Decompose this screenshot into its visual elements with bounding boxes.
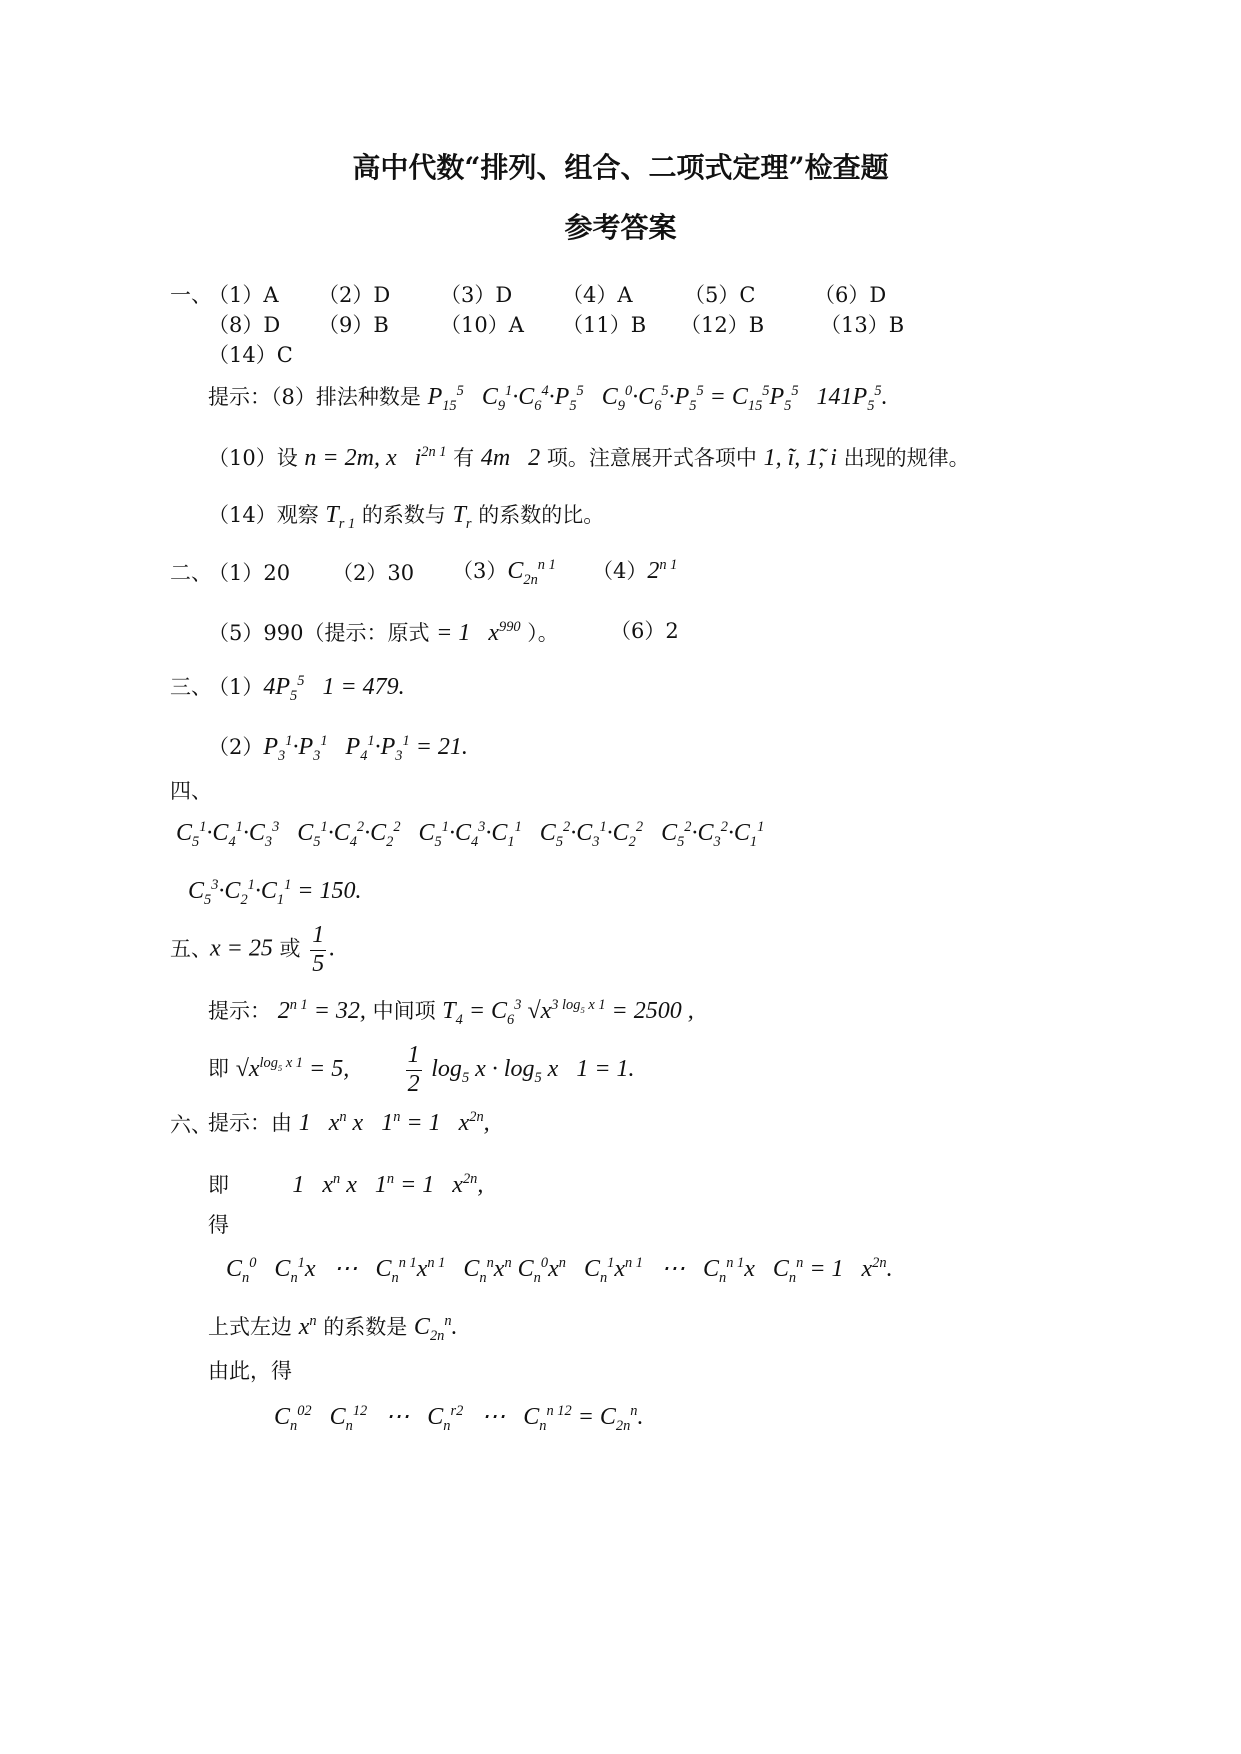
answer-number: （1） <box>208 675 264 699</box>
answer-number: （3） <box>452 559 508 583</box>
formula: $C_5^1\cdot C_4^1\cdot C_3^3$ $C_5^1\cdot C_4^2\cdot C_2^2$ $C_5^1\cdot C_4^3\cdot C_1^1$ $C_5^2\cdot C_3^1\cdot C_2^2$ $C_5^2\cdot C_3^2\cdot C_1^1$ <box>176 819 765 850</box>
section-label-4: 四、 <box>170 779 212 803</box>
answer-item: （5）C <box>684 283 756 307</box>
answer-item: （6）2 <box>610 619 679 643</box>
formula: $T_r$ <box>452 502 472 532</box>
hint-14 <box>208 500 604 533</box>
formula: $2^{n 1}$ <box>647 557 678 584</box>
answer-item <box>452 556 556 589</box>
formula: $√x^{log_5 x 1} = 5$, <box>235 1054 350 1082</box>
answer-item: （10）A <box>440 313 524 337</box>
hint-5 <box>208 996 694 1029</box>
hint-6 <box>208 1108 490 1138</box>
answer-item: （13）B <box>820 313 905 337</box>
formula: $C_n^{02}$ $C_n^{12}$ ⋯ $C_n^{r2}$ ⋯ $C_n^{n 12} = C_{2n}^n$. <box>274 1403 644 1434</box>
hint-14-text: 的系数的比。 <box>478 503 605 527</box>
hint-text: 提示：由 <box>208 1111 292 1135</box>
formula: $C_5^3\cdot C_2^1\cdot C_1^1 = 150$. <box>188 877 362 908</box>
hint-text: 上式左边 <box>208 1315 292 1339</box>
answer-item: （6）D <box>814 283 887 307</box>
answer-item: （2）30 <box>332 561 415 585</box>
page-title: 高中代数“排列、组合、二项式定理”检查题 <box>352 151 889 184</box>
hint-text: 即 <box>208 1173 229 1197</box>
formula: $4P_5^5$ 1 = 479. <box>263 673 405 704</box>
formula: 1, ĩ, 1̃, i <box>763 445 837 471</box>
hint-text: 即 <box>208 1056 229 1081</box>
answer-item: （1）A <box>208 283 279 307</box>
answer-item: （2）D <box>318 283 391 307</box>
hint-8 <box>208 382 888 415</box>
section-label-3: 三、 <box>170 675 212 699</box>
hint-text: 的系数是 <box>323 1315 408 1339</box>
formula: x = 25 <box>210 935 273 962</box>
answer-text: ）。 <box>527 621 559 645</box>
answer-item-5 <box>208 618 559 648</box>
answer-item <box>592 556 677 586</box>
hint-10-text: 出现的规律。 <box>843 446 970 470</box>
formula: $P_3^1\cdot P_3^1$ $P_4^1\cdot P_3^1 = 21$. <box>263 733 468 764</box>
formula: $C_n^0$ $C_n^1x$ ⋯ $C_n^{n 1}x^{n 1}$ $C_n^nx^n$ $C_n^0x^n$ $C_n^1x^{n 1}$ ⋯ $C_n^{n 1}x$ $C_n^n = 1$ $x^{2n}$. <box>226 1255 893 1286</box>
hint-text: 提示： <box>208 999 271 1023</box>
section-label-6: 六、 <box>170 1113 212 1137</box>
hint-5-cont <box>208 1042 635 1098</box>
formula: 1 $x^n$ x $1^n = 1$ $x^{2n}$, <box>298 1109 490 1136</box>
hint-6-de: 得 <box>208 1213 229 1237</box>
formula: 4m 2 <box>480 445 541 471</box>
formula: $T_{r 1}$ <box>325 502 356 532</box>
answer-number: （2） <box>208 735 264 759</box>
formula: $2^{n 1} = 32$, <box>277 997 366 1024</box>
answer-item: （8）D <box>208 313 281 337</box>
section-label-2: 二、 <box>170 561 212 585</box>
answer-item: （1）20 <box>208 561 291 585</box>
section-label-5: 五、 <box>170 937 212 961</box>
answer-item: （9）B <box>318 313 389 337</box>
answer-5: x = 25 或 $\frac{1}{5}$ . <box>210 922 336 977</box>
formula: $C_{2n}^{n 1}$ <box>507 557 556 588</box>
formula: $P_{15}^5$ $C_9^1\cdot C_6^4\cdot P_5^5$ $C_9^0\cdot C_6^5\cdot P_5^5 = C_{15}^5P_5^5$ $141P_5^5$. <box>427 383 888 414</box>
hint-8-text: 提示：（8）排法种数是 <box>208 385 421 409</box>
answer-item: （3）D <box>440 283 513 307</box>
hint-text: 中间项 <box>372 999 436 1023</box>
answer-item: （11）B <box>562 313 647 337</box>
hint-6-youci: 由此，得 <box>208 1359 292 1383</box>
fraction: $\frac{1}{2}$ <box>407 1042 420 1097</box>
answer-item: （12）B <box>680 313 765 337</box>
answer-item: （14）C <box>208 343 293 367</box>
formula: $x^n$ <box>298 1313 317 1340</box>
section-label-1: 一、 <box>170 283 212 307</box>
formula: = 1 $x^{990}$ <box>436 619 521 646</box>
fraction: $\frac{1}{5}$ <box>312 922 325 977</box>
formula: 1 $x^n$ x $1^n = 1$ $x^{2n}$, <box>292 1171 484 1198</box>
answer-item <box>208 732 468 765</box>
answer-number: （4） <box>592 559 648 583</box>
answer-item <box>208 672 405 705</box>
formula: n = 2m, x $i^{2n 1}$ <box>304 444 447 471</box>
hint-10 <box>208 443 970 473</box>
answer-text: （5）990（提示：原式 <box>208 621 430 645</box>
answer-item: （4）A <box>562 283 633 307</box>
formula: $C_{2n}^n$. <box>413 1313 458 1344</box>
formula: $T_4 = C_6^3$ $√x^{3 log_5 x 1} = 2500$ , <box>442 997 694 1028</box>
hint-14-text: 的系数与 <box>361 503 446 527</box>
formula: $\log_5 x \cdot \log_5 x$ 1 = 1. <box>431 1055 635 1086</box>
hint-10-text: （10）设 <box>208 446 298 470</box>
hint-14-text: （14）观察 <box>208 503 319 527</box>
or-text: 或 <box>279 936 301 961</box>
hint-6-coef <box>208 1312 458 1345</box>
page-subtitle: 参考答案 <box>564 211 677 244</box>
hint-10-text: 项。注意展开式各项中 <box>546 446 757 470</box>
hint-10-text: 有 <box>453 446 475 470</box>
hint-6-ji <box>208 1170 483 1200</box>
